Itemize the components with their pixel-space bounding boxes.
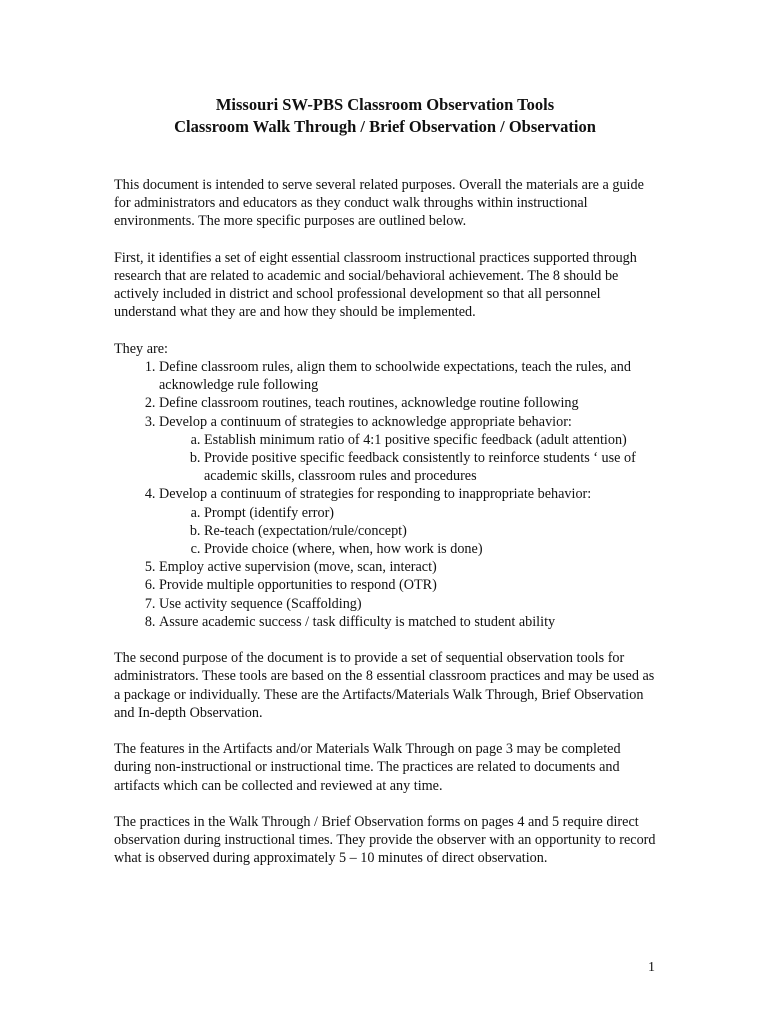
list-item-text: Develop a continuum of strategies to acknowledge appropriate behavior: xyxy=(159,413,572,430)
list-item-text: Assure academic success / task difficulty is matched to student ability xyxy=(159,613,556,630)
title-line-2: Classroom Walk Through / Brief Observation / Observation xyxy=(174,117,596,136)
list-item xyxy=(159,576,659,594)
list-item-text: Define classroom rules, align them to schoolwide expectations, teach the rules, and acknowledge rule following xyxy=(159,359,631,394)
list-item xyxy=(159,394,659,412)
list-item-text: Employ active supervision (move, scan, interact) xyxy=(159,559,437,576)
second-purpose-paragraph: The second purpose of the document is to provide a set of sequential observation tools for administrators. These tools are based on the 8 essential classroom practices and may be used as a package or individually. These are the Artifacts/Materials Walk Through, Brief Observation and In-depth Observation. xyxy=(114,650,655,721)
sublist-item: b. Provide positive specific feedback consistently to reinforce students ‘ use of academic skills, classroom rules and procedures xyxy=(204,449,659,485)
practices-paragraph: The practices in the Walk Through / Brief Observation forms on pages 4 and 5 require direct observation during instructional times. They provide the observer with an opportunity to record what is observed during approximately 5 – 10 minutes of direct observation. xyxy=(114,814,656,867)
list-item-text: Develop a continuum of strategies for responding to inappropriate behavior: xyxy=(159,486,592,503)
sublist-item: c. Provide choice (where, when, how work is done) xyxy=(204,540,659,558)
list-item xyxy=(159,595,659,613)
title-line-1: Missouri SW-PBS Classroom Observation Tools xyxy=(215,95,555,114)
sublist xyxy=(159,431,659,486)
list-item xyxy=(159,358,659,394)
list-item xyxy=(159,413,659,486)
list-item-text: Use activity sequence (Scaffolding) xyxy=(159,595,362,612)
list-item xyxy=(159,613,659,631)
document-body xyxy=(114,176,659,886)
practices-list xyxy=(114,358,659,631)
page-number: 1 xyxy=(648,960,655,975)
intro-paragraph: This document is intended to serve several related purposes. Overall the materials are a guide for administrators and educators as they conduct walk throughs within instructional environments. The more specific purposes are outlined below. xyxy=(114,177,644,230)
sublist-item: b. Re-teach (expectation/rule/concept) xyxy=(204,522,659,540)
sublist xyxy=(159,504,659,559)
list-item-text: Define classroom routines, teach routines, acknowledge routine following xyxy=(159,395,579,412)
sublist-item: a. Prompt (identify error) xyxy=(204,504,659,522)
features-paragraph: The features in the Artifacts and/or Materials Walk Through on page 3 may be completed during non-instructional or instructional time. The practices are related to documents and artifacts which can be collected and reviewed at any time. xyxy=(114,741,621,794)
list-intro: They are: xyxy=(114,340,168,357)
list-item-text: Provide multiple opportunities to respond (OTR) xyxy=(159,577,437,594)
sublist-item: a. Establish minimum ratio of 4:1 positive specific feedback (adult attention) xyxy=(204,431,659,449)
document-title xyxy=(0,94,770,138)
first-purpose-paragraph: First, it identifies a set of eight essential classroom instructional practices supported through research that are related to academic and social/behavioral achievement. The 8 should be actively included in district and school professional development so that all personnel understand what they are and how they should be implemented. xyxy=(114,249,637,321)
list-item xyxy=(159,558,659,576)
list-item xyxy=(159,485,659,558)
